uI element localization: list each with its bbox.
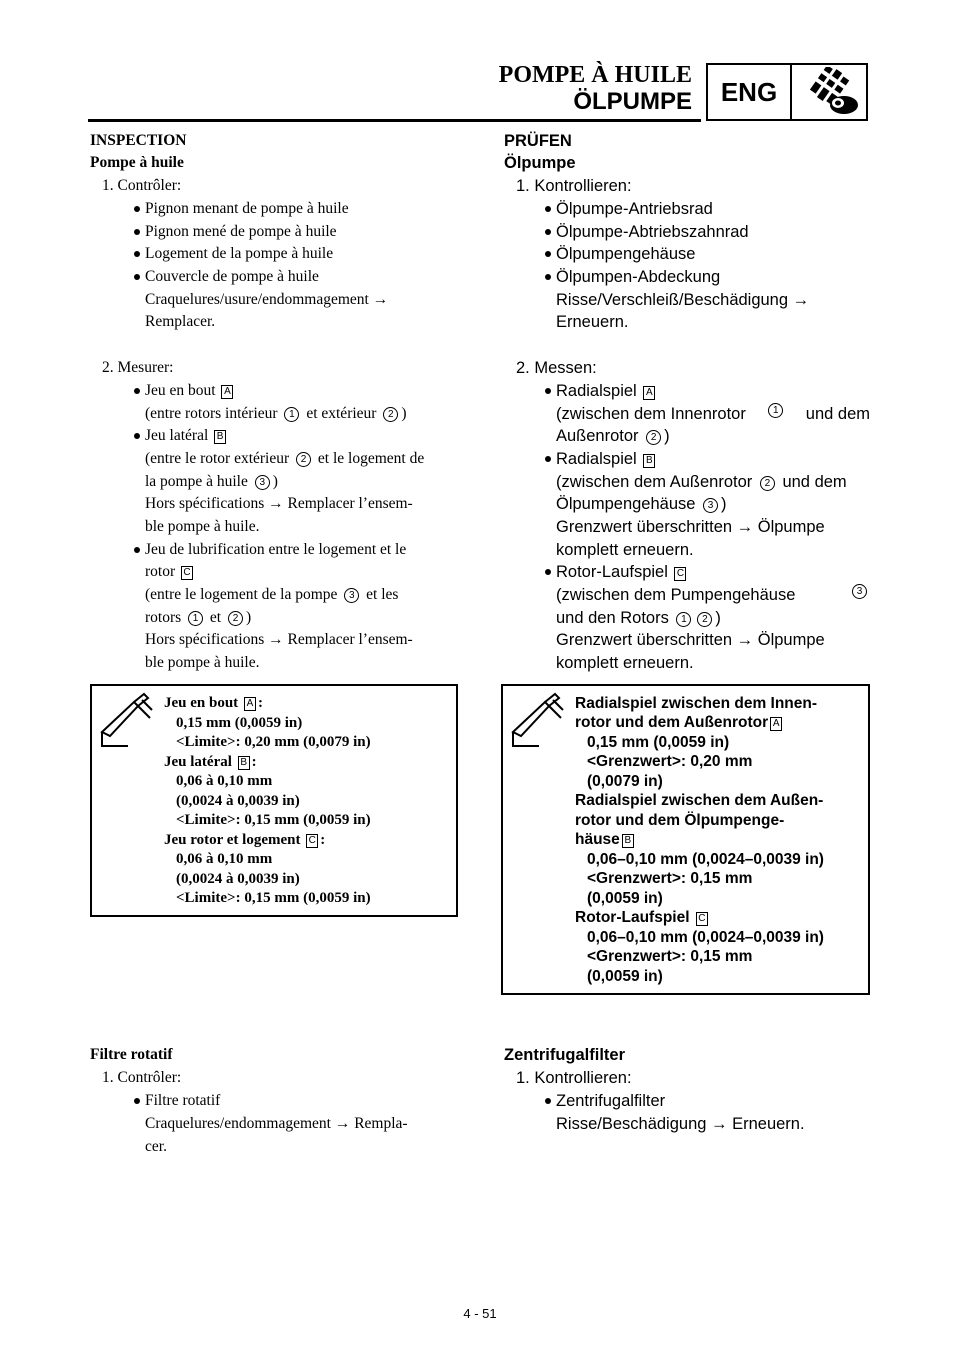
radial-clearance-2-label-de: Radialspiel B bbox=[556, 448, 657, 470]
spec-limit: (0,0059 in) bbox=[587, 890, 663, 907]
step-1-fr: 1. Contrôler: bbox=[102, 177, 182, 194]
filter-action-fr: cer. bbox=[145, 1138, 167, 1155]
spec-value: 0,06 à 0,10 mm bbox=[176, 773, 273, 789]
housing-clearance-out-fr: Hors spécifications → Remplacer l’ensem- bbox=[145, 631, 413, 648]
header-rule bbox=[88, 119, 701, 122]
side-play-detail-fr: la pompe à huile 3 ) bbox=[145, 473, 278, 490]
radial-clearance-2-detail-de: (zwischen dem Außenrotor 2 und dem bbox=[556, 473, 847, 491]
spec-limit: <Grenzwert>: 0,15 mm bbox=[587, 870, 753, 887]
action-de: Erneuern. bbox=[556, 313, 629, 331]
side-play-label-fr: Jeu latéral B bbox=[145, 425, 228, 447]
caliper-icon bbox=[509, 692, 565, 748]
filter-heading-fr: Filtre rotatif bbox=[90, 1046, 173, 1063]
list-item: Zentrifugalfilter bbox=[556, 1092, 666, 1110]
list-item: Pignon menant de pompe à huile bbox=[145, 198, 349, 220]
subheading-fr: Pompe à huile bbox=[90, 154, 184, 171]
housing-clearance-detail-fr: (entre le logement de la pompe 3 et les bbox=[145, 586, 399, 603]
rotor-clearance-out-de: komplett erneuern. bbox=[556, 654, 694, 672]
step-2-fr: 2. Mesurer: bbox=[102, 359, 174, 376]
spec-side-play-fr: Jeu latéral B : bbox=[164, 754, 257, 770]
spec-value: 0,06–0,10 mm (0,0024–0,0039 in) bbox=[587, 851, 824, 868]
spec-rotor-de: Rotor-Laufspiel C bbox=[575, 908, 710, 928]
side-play-out-fr: Hors spécifications → Remplacer l’ensem- bbox=[145, 495, 413, 512]
spec-value: (0,0024 à 0,0039 in) bbox=[176, 871, 300, 887]
section-label: ENG bbox=[708, 65, 792, 119]
spec-radial-de: rotor und dem Außenrotor A bbox=[575, 713, 784, 733]
page-number: 4 - 51 bbox=[463, 1306, 497, 1321]
spec-housing-fr: Jeu rotor et logement C : bbox=[164, 832, 326, 848]
spec-limit: <Limite>: 0,20 mm (0,0079 in) bbox=[176, 734, 371, 750]
filter-condition-fr: Craquelures/endommagement → Rempla- bbox=[145, 1115, 408, 1132]
spec-box-de bbox=[501, 684, 870, 995]
action-fr: Remplacer. bbox=[145, 313, 216, 330]
housing-clearance-out-fr: ble pompe à huile. bbox=[145, 654, 260, 671]
heading-fr: INSPECTION bbox=[90, 132, 187, 149]
filter-condition-de: Risse/Beschädigung → Erneuern. bbox=[556, 1115, 805, 1133]
caliper-icon bbox=[98, 692, 154, 748]
spec-value: 0,15 mm (0,0059 in) bbox=[176, 715, 303, 731]
housing-clearance-fr: rotor C bbox=[145, 561, 195, 583]
engine-wrench-icon bbox=[792, 67, 866, 117]
radial-clearance-detail-de: Außenrotor 2 ) bbox=[556, 427, 670, 445]
radial-clearance-detail-de: (zwischen dem Innenrotor 1 und dem bbox=[556, 405, 870, 423]
radial-clearance-2-out-de: komplett erneuern. bbox=[556, 541, 694, 559]
spec-box-fr bbox=[90, 684, 458, 917]
condition-de: Risse/Verschleiß/Beschädigung → bbox=[556, 291, 810, 309]
list-item: Ölpumpe-Abtriebszahnrad bbox=[556, 223, 749, 241]
list-item: Filtre rotatif bbox=[145, 1090, 220, 1112]
spec-value: 0,06–0,10 mm (0,0024–0,0039 in) bbox=[587, 929, 824, 946]
spec-radial-2-de: Radialspiel zwischen dem Außen- bbox=[575, 792, 824, 809]
spec-value: 0,15 mm (0,0059 in) bbox=[587, 734, 730, 751]
rotor-clearance-detail-de: (zwischen dem Pumpengehäuse 3 bbox=[556, 584, 870, 606]
filter-heading-de: Zentrifugalfilter bbox=[504, 1046, 626, 1064]
spec-limit: <Grenzwert>: 0,15 mm bbox=[587, 948, 753, 965]
step-2-de: 2. Messen: bbox=[516, 359, 597, 377]
list-item: Couvercle de pompe à huile bbox=[145, 266, 319, 288]
filter-step-de: 1. Kontrollieren: bbox=[516, 1069, 632, 1087]
end-play-label-fr: Jeu en bout A bbox=[145, 380, 235, 402]
list-item: Logement de la pompe à huile bbox=[145, 243, 333, 265]
subheading-de: Ölpumpe bbox=[504, 154, 576, 172]
spec-value: (0,0024 à 0,0039 in) bbox=[176, 793, 300, 809]
housing-clearance-detail-fr: rotors 1 et 2 ) bbox=[145, 609, 252, 626]
header-title-fr: POMPE À HUILE bbox=[498, 62, 692, 88]
filter-step-fr: 1. Contrôler: bbox=[102, 1069, 182, 1086]
condition-fr: Craquelures/usure/endommagement → bbox=[145, 291, 389, 308]
rotor-clearance-out-de: Grenzwert überschritten → Ölpumpe bbox=[556, 631, 825, 649]
rotor-clearance-label-de: Rotor-Laufspiel C bbox=[556, 561, 688, 583]
spec-value: 0,06 à 0,10 mm bbox=[176, 851, 273, 867]
list-item: Pignon mené de pompe à huile bbox=[145, 221, 337, 243]
rotor-clearance-detail-de: und den Rotors 1 2 ) bbox=[556, 609, 721, 627]
spec-limit: (0,0059 in) bbox=[587, 968, 663, 985]
list-item: Ölpumpen-Abdeckung bbox=[556, 268, 721, 286]
list-item: Ölpumpengehäuse bbox=[556, 245, 696, 263]
section-tab bbox=[706, 63, 868, 121]
end-play-detail-fr: (entre rotors intérieur 1 et extérieur 2 ) bbox=[145, 405, 407, 422]
spec-limit: (0,0079 in) bbox=[587, 773, 663, 790]
radial-clearance-label-de: Radialspiel A bbox=[556, 380, 657, 402]
spec-limit: <Grenzwert>: 0,20 mm bbox=[587, 753, 753, 770]
spec-limit: <Limite>: 0,15 mm (0,0059 in) bbox=[176, 890, 371, 906]
list-item: Ölpumpe-Antriebsrad bbox=[556, 200, 713, 218]
spec-end-play-fr: Jeu en bout A : bbox=[164, 695, 263, 711]
side-play-out-fr: ble pompe à huile. bbox=[145, 518, 260, 535]
heading-de: PRÜFEN bbox=[504, 132, 572, 150]
housing-clearance-fr: Jeu de lubrification entre le logement et le bbox=[145, 539, 406, 561]
spec-radial-2-de: häuse B bbox=[575, 830, 636, 850]
spec-limit: <Limite>: 0,15 mm (0,0059 in) bbox=[176, 812, 371, 828]
radial-clearance-2-out-de: Grenzwert überschritten → Ölpumpe bbox=[556, 518, 825, 536]
spec-radial-de: Radialspiel zwischen dem Innen- bbox=[575, 695, 818, 712]
step-1-de: 1. Kontrollieren: bbox=[516, 177, 632, 195]
radial-clearance-2-detail-de: Ölpumpengehäuse 3 ) bbox=[556, 495, 727, 513]
header-title-de: ÖLPUMPE bbox=[573, 88, 692, 115]
spec-radial-2-de: rotor und dem Ölpumpenge- bbox=[575, 812, 785, 829]
side-play-detail-fr: (entre le rotor extérieur 2 et le logement de bbox=[145, 450, 425, 467]
